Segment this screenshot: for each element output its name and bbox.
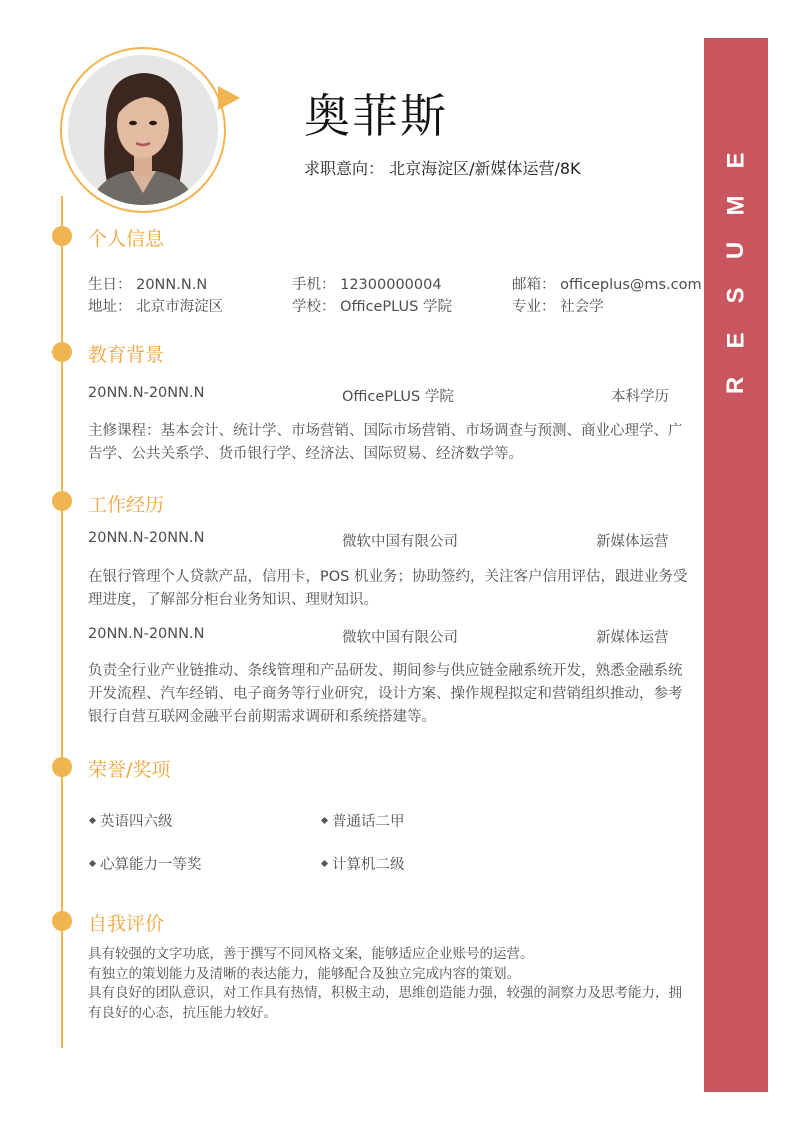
work-description: 在银行管理个人贷款产品，信用卡，POS 机业务；协助签约，关注客户信用评估，跟进业务受理进度，了解部分柜台业务知识、理财知识。 — [88, 569, 688, 608]
section-title-honors: 荣誉/奖项 — [88, 759, 171, 781]
birth-date: 生日： 20NN.N.N — [88, 277, 208, 293]
timeline-dot — [52, 757, 72, 777]
section-title-work: 工作经历 — [88, 494, 165, 516]
candidate-name: 奥菲斯 — [304, 89, 448, 143]
home-address: 地址： 北京市海淀区 — [88, 299, 224, 315]
self-eval-line: 具有良好的团队意识，对工作具有热情，积极主动，思维创造能力强，较强的洞察力及思考能力，拥有良好的心态，抗压能力较好。 — [88, 985, 682, 1021]
self-eval-line: 具有较强的文字功底，善于撰写不同风格文案，能够适应企业账号的运营。 — [88, 946, 534, 962]
timeline-dot — [52, 491, 72, 511]
work-period: 20NN.N-20NN.N — [88, 626, 205, 642]
resume-vertical-label — [704, 138, 768, 408]
diamond-bullet-icon — [89, 816, 96, 823]
resume-side-band — [704, 38, 768, 1092]
email-address: 邮箱： officeplus@ms.com — [512, 277, 702, 293]
diamond-bullet-icon — [321, 816, 328, 823]
timeline-dot — [52, 342, 72, 362]
phone-number: 手机： 12300000004 — [292, 277, 442, 293]
work-role: 新媒体运营 — [596, 630, 669, 646]
diamond-bullet-icon — [89, 859, 96, 866]
work-period: 20NN.N-20NN.N — [88, 530, 205, 546]
education-degree: 本科学历 — [611, 389, 669, 405]
timeline-dot — [52, 226, 72, 246]
award-label: 英语四六级 — [100, 814, 173, 830]
side-letter: R — [722, 376, 750, 395]
award-label: 普通话二甲 — [332, 814, 405, 830]
education-school: OfficePLUS 学院 — [342, 389, 454, 405]
award-label: 计算机二级 — [332, 857, 405, 873]
work-company: 微软中国有限公司 — [342, 534, 458, 550]
self-eval-line: 有独立的策划能力及清晰的表达能力，能够配合及独立完成内容的策划。 — [88, 965, 520, 982]
side-letter: E — [722, 332, 750, 349]
education-period: 20NN.N-20NN.N — [88, 385, 205, 401]
award-item — [322, 853, 405, 874]
side-letter: S — [722, 287, 750, 304]
award-item — [322, 810, 405, 831]
diamond-bullet-icon — [321, 859, 328, 866]
avatar — [68, 55, 218, 205]
avatar-pointer — [218, 86, 240, 110]
section-title-education: 教育背景 — [88, 344, 165, 366]
section-title-personal: 个人信息 — [88, 228, 165, 250]
work-role: 新媒体运营 — [596, 534, 669, 550]
work-description: 负责全行业产业链推动、条线管理和产品研发、期间参与供应链金融系统开发，熟悉金融系统开发流程、汽车经销、电子商务等行业研究，设计方案、操作规程拟定和营销组织推动，参考银行自营互联网金融平台前期需求调研和系统搭建等。 — [88, 663, 683, 725]
education-courses: 主修课程：基本会计、统计学、市场营销、国际市场营销、市场调查与预测、商业心理学、广告学、公共关系学、货币银行学、经济法、国际贸易、经济数学等。 — [88, 423, 683, 462]
portrait-photo — [68, 55, 218, 205]
self-evaluation — [88, 945, 688, 1023]
timeline-dot — [52, 911, 72, 931]
award-item — [90, 853, 202, 874]
award-label: 心算能力一等奖 — [100, 857, 202, 873]
major-name: 专业： 社会学 — [512, 299, 604, 315]
side-letter: M — [722, 195, 750, 216]
side-letter: U — [722, 241, 750, 260]
award-item — [90, 810, 173, 831]
side-letter: E — [722, 152, 750, 169]
section-title-self: 自我评价 — [88, 913, 165, 935]
work-company: 微软中国有限公司 — [342, 630, 458, 646]
job-intent: 求职意向： 北京海淀区/新媒体运营/8K — [304, 159, 581, 178]
school-name: 学校： OfficePLUS 学院 — [292, 299, 452, 315]
